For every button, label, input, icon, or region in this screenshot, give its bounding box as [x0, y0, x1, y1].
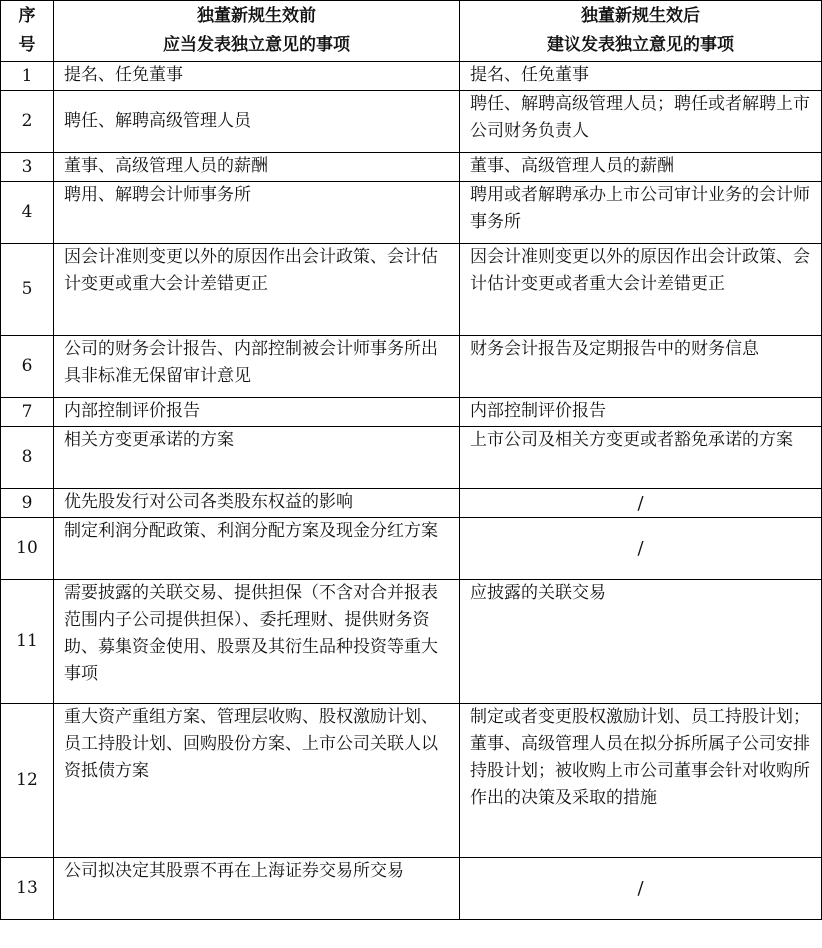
item-after: 应披露的关联交易: [460, 580, 822, 704]
item-before: 聘用、解聘会计师事务所: [54, 182, 460, 244]
item-after: 聘任、解聘高级管理人员；聘任或者解聘上市公司财务负责人: [460, 91, 822, 153]
header-before: 独董新规生效前 应当发表独立意见的事项: [54, 1, 460, 62]
table-row: [1, 244, 822, 336]
item-after: 提名、任免董事: [460, 62, 822, 91]
header-after: 独董新规生效后 建议发表独立意见的事项: [460, 1, 822, 62]
table-row: [1, 489, 822, 518]
row-number: 5: [1, 244, 54, 336]
row-number: 7: [1, 398, 54, 427]
item-after: 内部控制评价报告: [460, 398, 822, 427]
table-row: [1, 858, 822, 920]
item-after: 上市公司及相关方变更或者豁免承诺的方案: [460, 427, 822, 489]
row-number: 11: [1, 580, 54, 704]
item-after: /: [460, 518, 822, 580]
row-number: 8: [1, 427, 54, 489]
header-serial: 序 号: [1, 1, 54, 62]
table-row: [1, 62, 822, 91]
row-number: 3: [1, 153, 54, 182]
row-number: 12: [1, 704, 54, 858]
row-number: 6: [1, 336, 54, 398]
item-after: 财务会计报告及定期报告中的财务信息: [460, 336, 822, 398]
item-after: 因会计准则变更以外的原因作出会计政策、会计估计变更或者重大会计差错更正: [460, 244, 822, 336]
item-before: 制定利润分配政策、利润分配方案及现金分红方案: [54, 518, 460, 580]
item-before: 内部控制评价报告: [54, 398, 460, 427]
item-before: 提名、任免董事: [54, 62, 460, 91]
table-row: [1, 91, 822, 153]
item-before: 公司的财务会计报告、内部控制被会计师事务所出具非标准无保留审计意见: [54, 336, 460, 398]
table-row: [1, 580, 822, 704]
table-row: [1, 427, 822, 489]
row-number: 9: [1, 489, 54, 518]
row-number: 13: [1, 858, 54, 920]
item-before: 聘任、解聘高级管理人员: [54, 91, 460, 153]
item-after: /: [460, 858, 822, 920]
header-row: [1, 1, 822, 62]
table-row: [1, 704, 822, 858]
item-before: 相关方变更承诺的方案: [54, 427, 460, 489]
row-number: 1: [1, 62, 54, 91]
table-row: [1, 153, 822, 182]
table-row: [1, 398, 822, 427]
row-number: 10: [1, 518, 54, 580]
item-before: 公司拟决定其股票不再在上海证券交易所交易: [54, 858, 460, 920]
item-before: 董事、高级管理人员的薪酬: [54, 153, 460, 182]
item-after: /: [460, 489, 822, 518]
item-after: 董事、高级管理人员的薪酬: [460, 153, 822, 182]
item-before: 重大资产重组方案、管理层收购、股权激励计划、员工持股计划、回购股份方案、上市公司关联人以资抵债方案: [54, 704, 460, 858]
item-after: 制定或者变更股权激励计划、员工持股计划；董事、高级管理人员在拟分拆所属子公司安排持股计划；被收购上市公司董事会针对收购所作出的决策及采取的措施: [460, 704, 822, 858]
item-before: 优先股发行对公司各类股东权益的影响: [54, 489, 460, 518]
table-row: [1, 336, 822, 398]
row-number: 2: [1, 91, 54, 153]
item-before: 需要披露的关联交易、提供担保（不含对合并报表范围内子公司提供担保）、委托理财、提供财务资助、募集资金使用、股票及其衍生品种投资等重大事项: [54, 580, 460, 704]
table-row: [1, 182, 822, 244]
item-before: 因会计准则变更以外的原因作出会计政策、会计估计变更或重大会计差错更正: [54, 244, 460, 336]
row-number: 4: [1, 182, 54, 244]
item-after: 聘用或者解聘承办上市公司审计业务的会计师事务所: [460, 182, 822, 244]
table-row: [1, 518, 822, 580]
